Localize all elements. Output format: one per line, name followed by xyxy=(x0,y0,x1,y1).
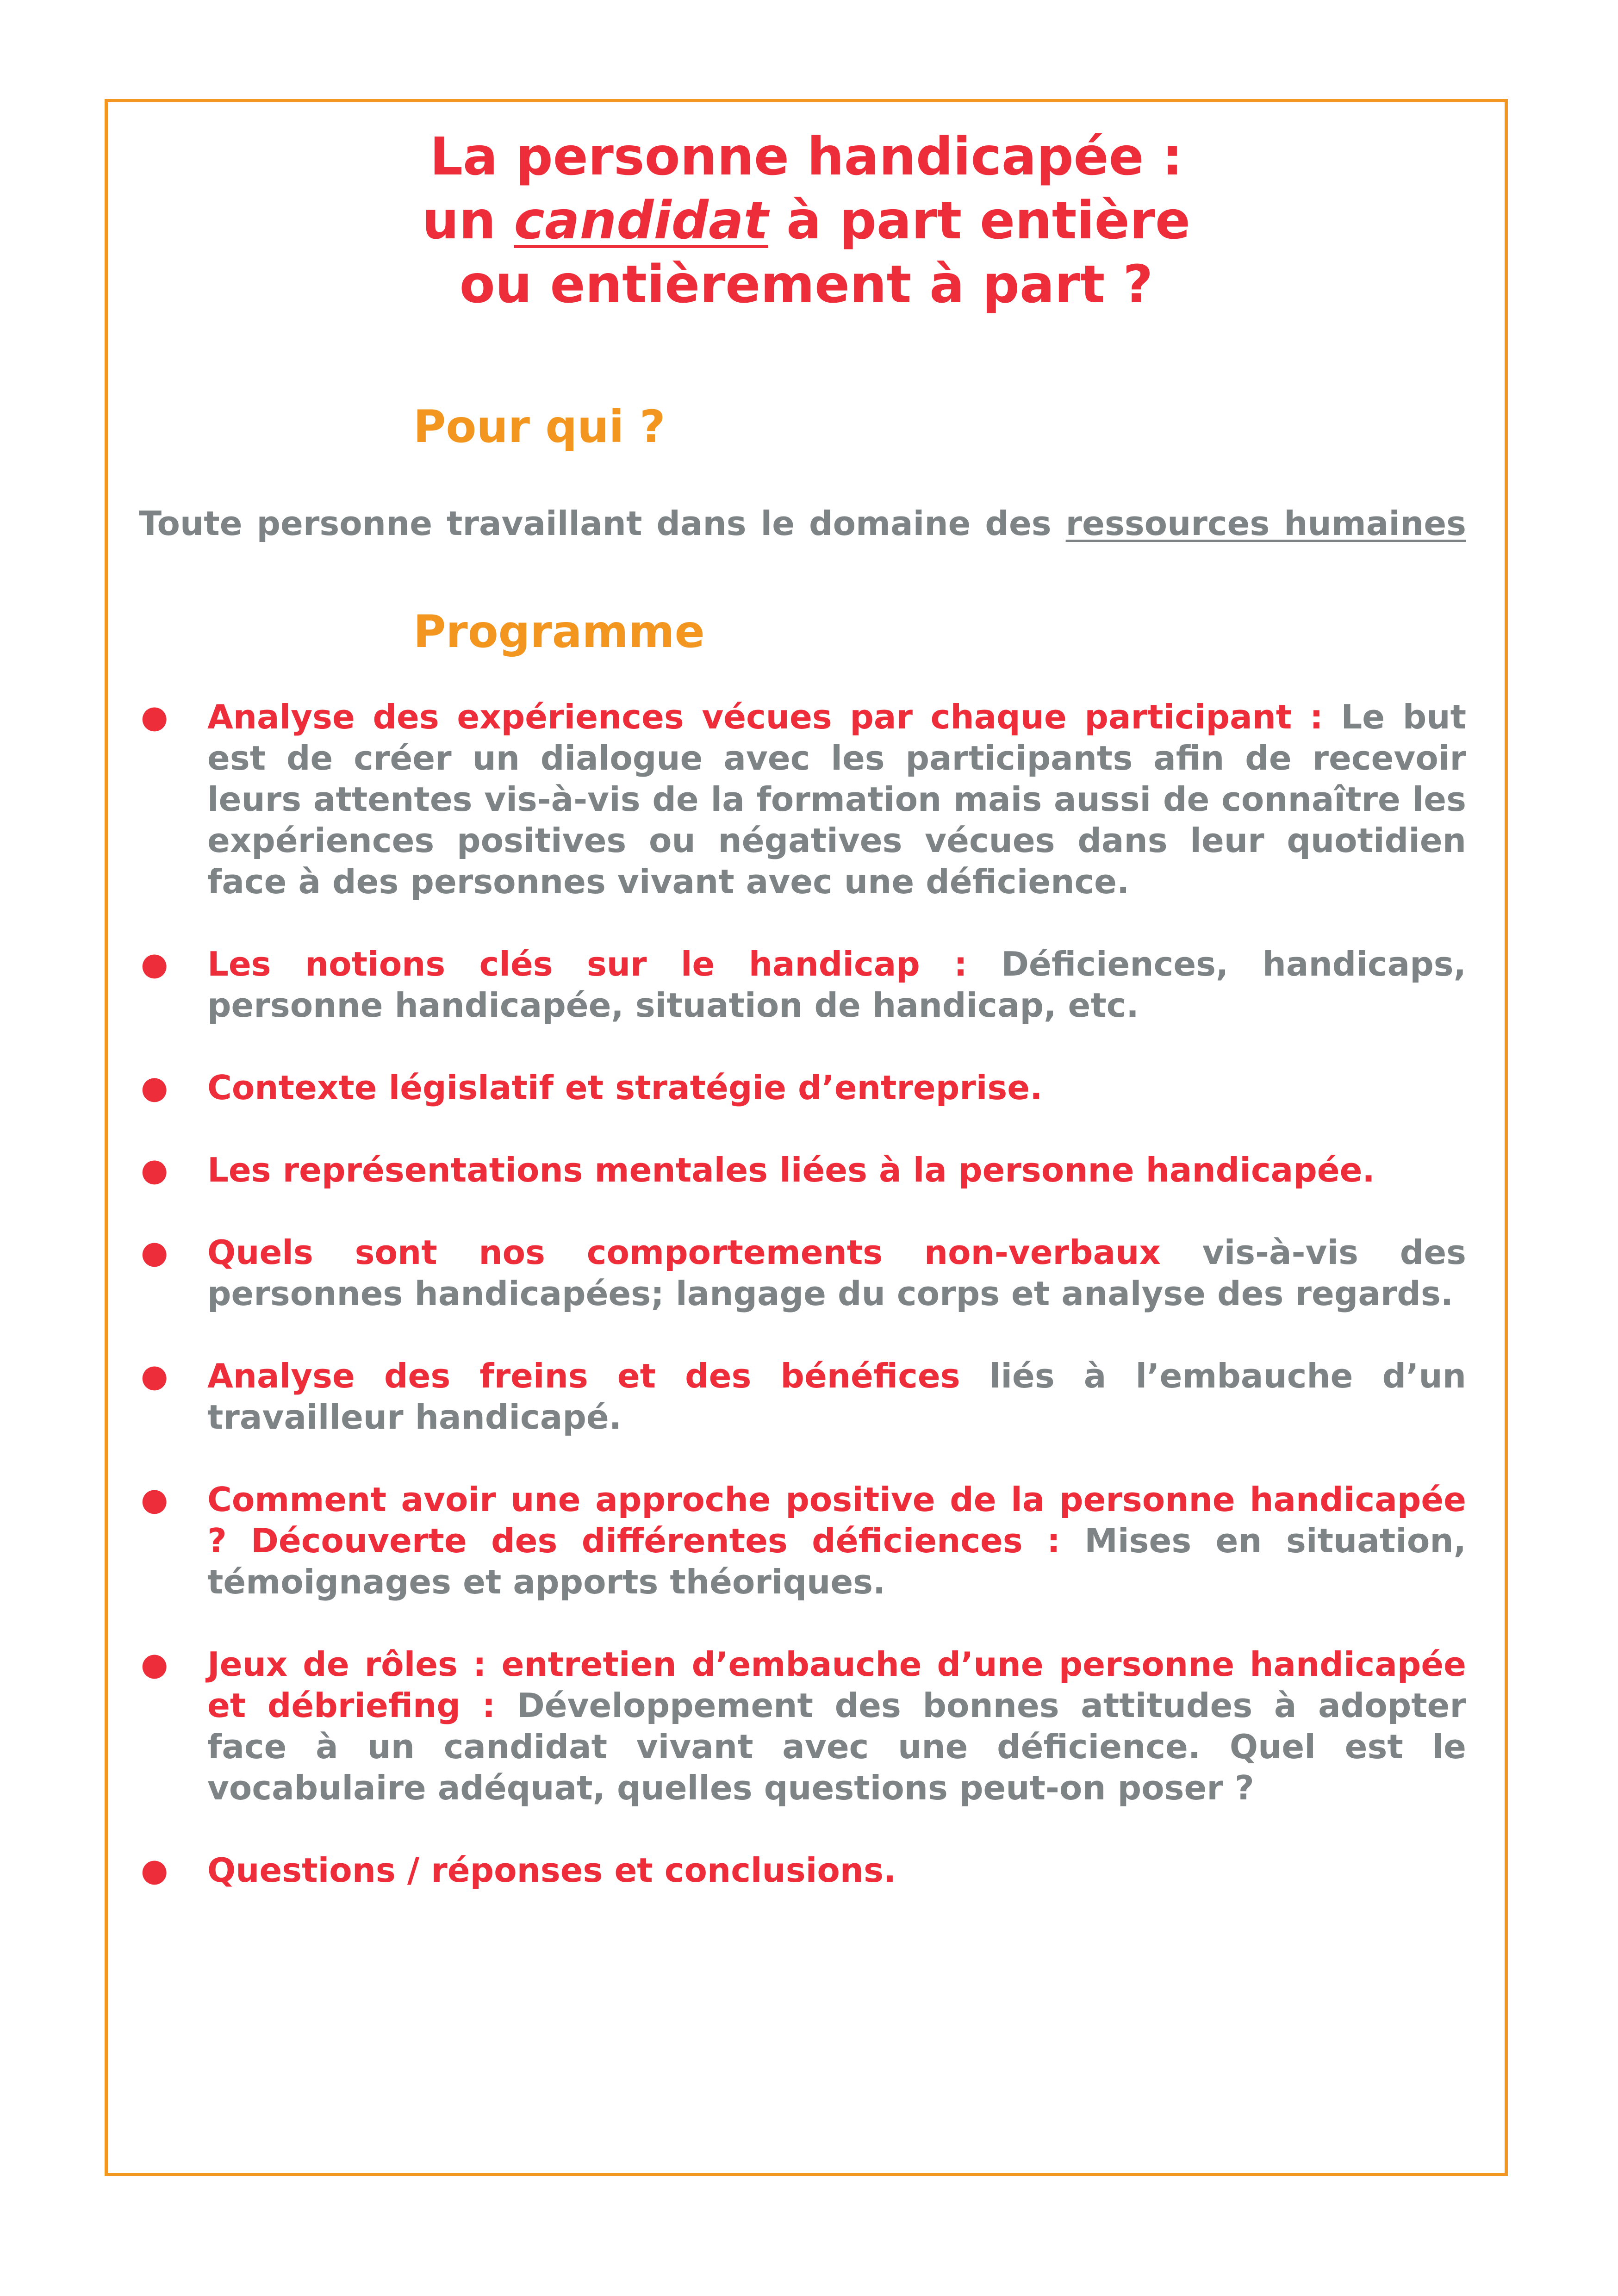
item-highlight: Les notions clés sur le handicap : xyxy=(207,945,1002,983)
item-highlight: Les représentations mentales liées à la personne handicapée. xyxy=(207,1151,1375,1189)
bullet-icon: ● xyxy=(141,1481,168,1518)
bullet-icon: ● xyxy=(141,946,168,983)
bullet-icon: ● xyxy=(141,1234,168,1271)
title-line-3: ou entièrement à part ? xyxy=(459,255,1153,315)
title-line-2-prefix: un xyxy=(422,191,514,251)
bullet-icon: ● xyxy=(141,1646,168,1683)
item-text: Mises en situation, témoignages et apports théoriques. xyxy=(207,1521,1467,1601)
item-text: Le but est de créer un dialogue avec les participants afin de recevoir leurs attentes vis-à-vis de la formation mais aussi de connaître les expériences positives ou négatives vécues dans leur quotidien face à des personnes vivant avec une déficience. xyxy=(207,697,1466,901)
item-highlight: Jeux de rôles : entretien d’embauche d’une personne handicapée et débriefing : xyxy=(207,1645,1466,1725)
list-item xyxy=(139,944,1466,1026)
item-text: liés à l’embauche d’un travailleur handicapé. xyxy=(207,1356,1466,1437)
item-text: Développement des bonnes attitudes à adopter face à un candidat vivant avec une déficience. Quel est le vocabulaire adéquat, quelles questions peut-on poser ? xyxy=(207,1686,1466,1807)
bullet-icon: ● xyxy=(141,1152,168,1188)
document-title xyxy=(105,125,1508,317)
bullet-icon: ● xyxy=(141,1070,168,1106)
list-item xyxy=(139,1232,1466,1314)
audience-text-prefix: Toute personne travaillant dans le domaine des xyxy=(139,504,1066,543)
bullet-icon: ● xyxy=(141,1358,168,1394)
item-highlight: Contexte législatif et stratégie d’entreprise. xyxy=(207,1068,1043,1107)
audience-heading: Pour qui ? xyxy=(413,401,666,453)
item-text: vis-à-vis des personnes handicapées; langage du corps et analyse des regards. xyxy=(207,1233,1467,1313)
list-item xyxy=(139,1067,1466,1108)
list-item xyxy=(139,1150,1466,1191)
list-item xyxy=(139,1356,1466,1438)
title-emphasis-candidat: candidat xyxy=(514,191,769,251)
item-highlight: Analyse des expériences vécues par chaque participant : xyxy=(207,697,1341,736)
title-line-2-suffix: à part entière xyxy=(768,191,1190,251)
list-item xyxy=(139,1644,1466,1809)
audience-text xyxy=(139,502,1466,545)
title-line-1: La personne handicapée : xyxy=(429,127,1183,187)
item-highlight: Comment avoir une approche positive de la personne handicapée ? Découverte des différentes déficiences : xyxy=(207,1480,1466,1560)
list-item xyxy=(139,697,1466,902)
item-highlight: Questions / réponses et conclusions. xyxy=(207,1851,896,1890)
list-item xyxy=(139,1850,1466,1891)
program-heading: Programme xyxy=(413,606,705,658)
list-item xyxy=(139,1479,1466,1603)
item-highlight: Analyse des freins et des bénéfices xyxy=(207,1356,989,1395)
program-list xyxy=(139,697,1466,1932)
title-line-2 xyxy=(105,189,1508,253)
bullet-icon: ● xyxy=(141,699,168,735)
bullet-icon: ● xyxy=(141,1852,168,1889)
item-text: Déficiences, handicaps, personne handicapée, situation de handicap, etc. xyxy=(207,945,1467,1025)
item-highlight: Quels sont nos comportements non-verbaux xyxy=(207,1233,1202,1272)
audience-text-hr: ressources humaines xyxy=(1065,504,1467,543)
